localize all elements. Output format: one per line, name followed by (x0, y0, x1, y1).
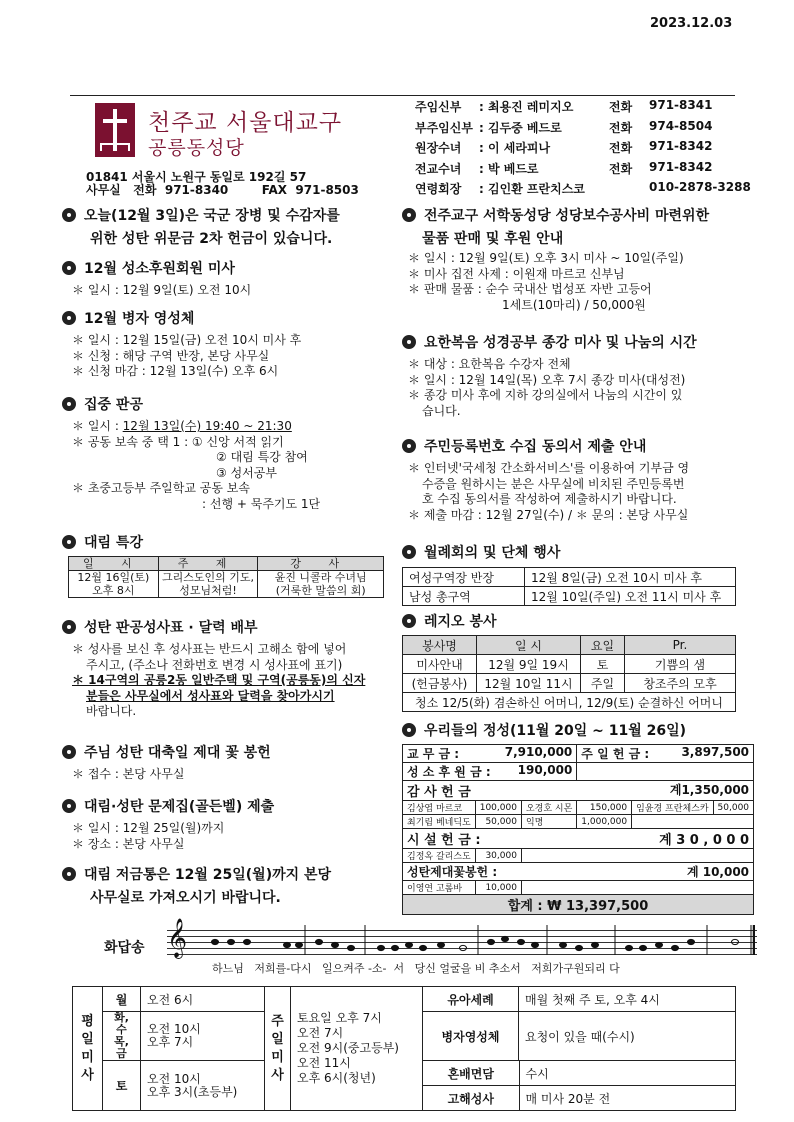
bullet-icon (62, 745, 76, 759)
table-row: 감 사 헌 금 계1,350,000 (403, 781, 754, 801)
hymn-lyrics: 하느님 저희를-다시 일으켜주 -소- 서 당신 얼굴을 비 추소서 저희가구원되리 다 (212, 962, 620, 975)
bullet-icon (62, 208, 76, 222)
staff-tel-label: 전화 (609, 120, 633, 135)
music-notes-icon (195, 920, 755, 960)
table-row: 여성구역장 반장 12월 8일(금) 오전 10시 미사 후 (403, 568, 736, 587)
notice-legio: 레지오 봉사 봉사명 일 시 요일 Pr. 미사안내 12월 9일 19시 토 기쁨의 샘 (헌금봉사) 12월 10일 11시 주일 창조주의 모후 청소 12/5(화) 겸손하신 어머니, 12/9(토) 순결하신 어머니 (402, 611, 736, 712)
legio-table (402, 635, 736, 712)
staff-name: : 박 베드로 (479, 161, 539, 176)
bullet-icon (62, 620, 76, 634)
staff-name: : 김두중 베드로 (479, 120, 562, 135)
staff-row (415, 180, 769, 201)
weekday-mass-label: 평일미사 (73, 987, 103, 1111)
office-contact: 사무실 전화 971-8340 FAX 971-8503 (86, 183, 359, 197)
lecture-table: 일 시 주 제 강 사 12월 16일(토) 오후 8시 그리스도인의 기도, 성모님처럼! 윤진 니콜라 수녀님 (거룩한 말씀의 회) (68, 556, 384, 598)
notice-monthly-meeting: 월례회의 및 단체 행사 여성구역장 반장 12월 8일(금) 오전 10시 미사 후 남성 총구역 12월 10일(주일) 오전 11시 미사 후 (402, 542, 736, 606)
staff-role: 전교수녀 (415, 161, 462, 176)
table-row: 김상엽 마르코 100,000 오경호 시몬 150,000 임윤경 프란체스카 50,000 (403, 801, 754, 815)
org-subtitle: 공릉동성당 (148, 137, 245, 159)
bullet-icon (402, 208, 416, 222)
hymn-label: 화답송 (104, 940, 145, 956)
table-row: 이영연 고롬바 10,000 (403, 881, 754, 895)
table-row: (헌금봉사) 12월 10일 11시 주일 창조주의 모후 (403, 674, 736, 693)
table-row: 최기림 베네딕도 50,000 익명 1,000,000 (403, 815, 754, 829)
mass-schedule: 평일미사 월 오전 6시 주일미사 토요일 오후 7시 오전 7시 오전 9시(중고등부) 오전 11시 오후 6시(청년) 유아세례 매월 첫째 주 토, 오후 4시 화, 수 목, 금 오전 10시 오후 7시 병자영성체 요청이 있을 때(수시) 토 오전 10시 오후 3시(초등부) 혼배면담 수시 고해성사 매 미사 20분 전 (72, 986, 736, 1111)
table-row: 성탄제대꽃봉헌 : 계 10,000 (403, 863, 754, 881)
staff-row (415, 98, 769, 119)
header-divider (70, 95, 735, 96)
table-header: 봉사명 일 시 요일 Pr. (403, 636, 736, 655)
staff-tel-label: 전화 (609, 161, 633, 176)
address: 01841 서울시 노원구 동일로 192길 57 (86, 170, 307, 184)
staff-phone: 971-8342 (649, 139, 713, 153)
notice-bible-study: 요한복음 성경공부 종강 미사 및 나눔의 시간 ＊ 대상 : 요한복음 수강자 전체 ＊ 일시 : 12월 14일(목) 오후 7시 종강 미사(대성전) ＊ 종강 미사 후에 지하 강의실에서 나눔의 시간이 있 습니다. (402, 332, 697, 419)
sunday-mass-label: 주일미사 (265, 987, 291, 1111)
table-row: 미사안내 12월 9일 19시 토 기쁨의 샘 (403, 655, 736, 674)
bullet-icon (62, 535, 76, 549)
staff-phone: 971-8341 (649, 98, 713, 112)
staff-name: : 이 세라피나 (479, 141, 551, 155)
staff-role: 연령회장 (415, 182, 462, 196)
meeting-table (402, 567, 736, 606)
notice-fundraising: 전주교구 서학동성당 성당보수공사비 마련위한 물품 판매 및 후원 안내 ＊ 일시 : 12월 9일(토) 오후 3시 미사 ~ 10일(주일) ＊ 미사 집전 사제 : 이원재 마르코 신부님 ＊ 판매 물품 : 순수 국내산 법성포 자반 고등어 1세트(10마리) / 50,000원 (402, 205, 709, 313)
notice-military: 오늘(12월 3일)은 국군 장병 및 수감자를 위한 성탄 위문금 2차 헌금이 있습니다. (62, 205, 340, 248)
notice-sick-communion: 12월 병자 영성체 ＊ 일시 : 12월 15일(금) 오전 10시 미사 후 ＊ 신청 : 해당 구역 반장, 본당 사무실 ＊ 신청 마감 : 12월 13일(수) 오후 6시 (62, 308, 301, 380)
bullet-icon (402, 723, 416, 737)
bullet-icon (402, 614, 416, 628)
staff-phone: 971-8342 (649, 159, 713, 174)
bullet-icon (402, 335, 416, 349)
staff-row (415, 119, 769, 140)
offerings-table (402, 744, 754, 915)
church-logo-icon (95, 103, 135, 157)
staff-tel-label: 전화 (609, 100, 633, 114)
bullet-icon (402, 439, 416, 453)
table-row: 시 설 헌 금 : 계 3 0 , 0 0 0 (403, 829, 754, 849)
notice-golden-bell: 대림·성탄 문제집(골든벨) 제출 ＊ 일시 : 12월 25일(월)까지 ＊ 장소 : 본당 사무실 (62, 796, 274, 852)
bullet-icon (402, 545, 416, 559)
notice-advent-lecture: 대림 특강 일 시 주 제 강 사 12월 16일(토) 오후 8시 그리스도인의 기도, 성모님처럼! 윤진 니콜라 수녀님 (거룩한 말씀의 회) (62, 532, 384, 598)
bullet-icon (62, 867, 76, 881)
org-title: 천주교 서울대교구 (148, 110, 343, 136)
table-row: 청소 12/5(화) 겸손하신 어머니, 12/9(토) 순결하신 어머니 (403, 693, 736, 712)
bullet-icon (62, 261, 76, 275)
staff-row (415, 160, 769, 181)
staff-list (415, 98, 769, 201)
staff-tel-label (609, 180, 649, 201)
bullet-icon (62, 311, 76, 325)
notice-piggybank: 대림 저금통은 12월 25일(월)까지 본당 사무실로 가져오시기 바랍니다. (62, 864, 331, 907)
notice-altar-flowers: 주님 성탄 대축일 제대 꽃 봉헌 ＊ 접수 : 본당 사무실 (62, 742, 271, 783)
staff-role: 주임신부 (415, 100, 462, 114)
table-row: 합계 : ₩ 13,397,500 (403, 895, 754, 915)
staff-tel-label: 전화 (609, 141, 633, 155)
notice-resident-id: 주민등록번호 수집 동의서 제출 안내 ＊ 인터넷'국세청 간소화서비스'를 이용하여 기부금 영 수증을 원하시는 분은 사무실에 비치된 주민등록번 호 수집 동의서를 작성하여 제출하시기 바랍니다. ＊ 제출 마감 : 12월 27일(수) / ＊ 문의 : 본당 사무실 (402, 436, 689, 523)
treble-clef-icon: 𝄞 (167, 918, 188, 958)
staff-role: 부주임신부 (415, 120, 473, 135)
notice-vocation-mass: 12월 성소후원회원 미사 ＊ 일시 : 12월 9일(토) 오전 10시 (62, 258, 251, 299)
table-row: 성 소 후 원 금 : 190,000 (403, 763, 754, 781)
notice-calendar: 성탄 판공성사표 · 달력 배부 ＊ 성사를 보신 후 성사표는 반드시 고해소 함에 넣어 주시고, (주소나 전화번호 변경 시 성사표에 표기) ＊ 14구역의 공릉2동 일반주택 및 구역(공릉동)의 신자 분들은 사무실에서 성사표와 달력을 찾아가시기 바랍니다. (62, 617, 365, 720)
staff-phone: 010-2878-3288 (649, 180, 751, 194)
bulletin-date: 2023.12.03 (650, 16, 733, 31)
table-row: 남성 총구역 12월 10일(주일) 오전 11시 미사 후 (403, 587, 736, 606)
staff-role: 원장수녀 (415, 141, 462, 155)
bullet-icon (62, 799, 76, 813)
bullet-icon (62, 397, 76, 411)
staff-name: : 최용진 레미지오 (479, 100, 574, 114)
notice-confession: 집중 판공 ＊ 일시 : 12월 13일(수) 19:40 ~ 21:30 ＊ 공동 보속 중 택 1 : ① 신앙 서적 읽기 ② 대림 특강 참여 ③ 성서공부 ＊ 초중고등부 주일학교 공동 보속 : 선행 + 묵주기도 1단 (62, 394, 320, 512)
notice-offerings: 우리들의 정성(11월 20일 ~ 11월 26일) 교 무 금 : 7,910,000 주 일 헌 금 : 3,897,500 성 소 후 원 금 : 190,000 감 사 헌 금 계1,350,000 김상엽 마르코 100,000 오경호 시몬 150,000 임윤경 프란체스카 50,000 최기림 베네딕도 50,000 익명 1,000,000 시 설 헌 금 : 계 3 0 , 0 0 0 김정옥 갈리스도 30,000 성탄제대꽃봉헌 : 계 10,000 이영연 고롬바 10,000 합계 : ₩ 13,397,500 (402, 720, 754, 915)
staff-row (415, 139, 769, 160)
table-row: 교 무 금 : 7,910,000 주 일 헌 금 : 3,897,500 (403, 745, 754, 763)
staff-name: : 김인환 프란치스코 (479, 182, 585, 196)
staff-phone: 974-8504 (649, 118, 713, 133)
table-row: 김정옥 갈리스도 30,000 (403, 849, 754, 863)
